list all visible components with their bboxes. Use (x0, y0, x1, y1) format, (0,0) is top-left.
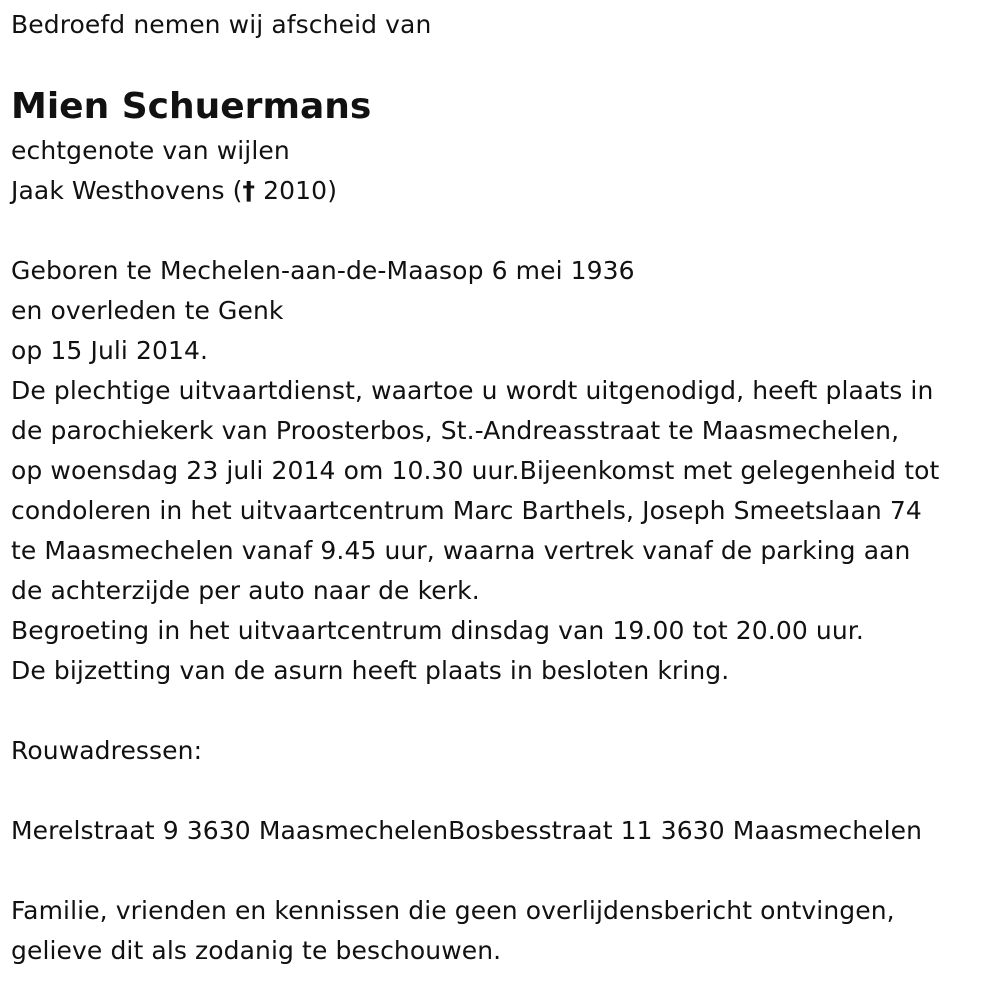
spacer (11, 691, 996, 731)
closing-line: gelieve dit als zodanig te beschouwen. (11, 936, 502, 965)
service-line: te Maasmechelen vanaf 9.45 uur, waarna vertrek vanaf de parking aan (11, 536, 911, 565)
death-place-line: en overleden te Genk (11, 296, 284, 325)
service-line: condoleren in het uitvaartcentrum Marc Barthels, Joseph Smeetslaan 74 (11, 496, 922, 525)
spouse-line: Jaak Westhovens († 2010) (11, 171, 996, 211)
spouse-death-year: 2010 (263, 176, 328, 205)
service-line: de parochiekerk van Proosterbos, St.-Andreasstraat te Maasmechelen, (11, 416, 900, 445)
spacer (11, 771, 996, 811)
service-line: op woensdag 23 juli 2014 om 10.30 uur.Bijeenkomst met gelegenheid tot (11, 456, 940, 485)
service-line: De plechtige uitvaartdienst, waartoe u wordt uitgenodigd, heeft plaats in (11, 376, 934, 405)
addresses-text: Merelstraat 9 3630 MaasmechelenBosbesstraat 11 3630 Maasmechelen (11, 816, 923, 845)
cross-icon: † (242, 176, 256, 205)
service-line: De bijzetting van de asurn heeft plaats in besloten kring. (11, 656, 730, 685)
death-date-line: op 15 Juli 2014. (11, 336, 209, 365)
obituary-notice (11, 0, 996, 971)
intro-text: Bedroefd nemen wij afscheid van (11, 10, 432, 39)
deceased-name: Mien Schuermans (11, 86, 372, 127)
closing-line: Familie, vrienden en kennissen die geen overlijdensbericht ontvingen, (11, 896, 895, 925)
spacer (11, 211, 996, 251)
spouse-relation: echtgenote van wijlen (11, 136, 290, 165)
spouse-name: Jaak Westhovens (11, 176, 225, 205)
spacer (11, 851, 996, 891)
service-line: de achterzijde per auto naar de kerk. (11, 576, 480, 605)
service-line: Begroeting in het uitvaartcentrum dinsdag van 19.00 tot 20.00 uur. (11, 616, 864, 645)
birth-line: Geboren te Mechelen-aan-de-Maasop 6 mei 1936 (11, 256, 635, 285)
addresses-label: Rouwadressen: (11, 736, 203, 765)
